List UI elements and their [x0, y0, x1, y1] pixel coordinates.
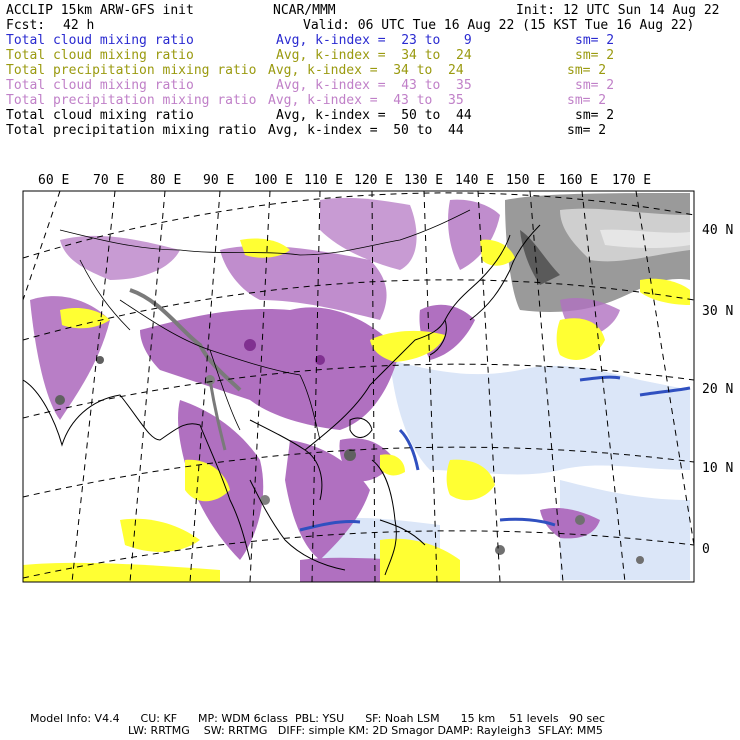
legend-field: Total cloud mixing ratio: [6, 33, 194, 48]
legend-sm: sm= 2: [567, 123, 607, 138]
valid-time: Valid: 06 UTC Tue 16 Aug 22 (15 KST Tue 16 Aug 22): [303, 18, 695, 33]
latitude-label: 0: [702, 542, 710, 557]
legend-avg: Avg, k-index = 43 to 35: [268, 93, 464, 108]
longitude-label: 150 E: [506, 173, 546, 188]
legend-avg: Avg, k-index = 50 to 44: [268, 123, 464, 138]
legend-sm: sm= 2: [575, 78, 615, 93]
legend-avg: Avg, k-index = 50 to 44: [276, 108, 472, 123]
longitude-label: 110 E: [304, 173, 344, 188]
longitude-label: 70 E: [93, 173, 125, 188]
longitude-label: 130 E: [404, 173, 444, 188]
legend-avg: Avg, k-index = 34 to 24: [268, 63, 464, 78]
longitude-label: 170 E: [612, 173, 652, 188]
model-info-line2: LW: RRTMG SW: RRTMG DIFF: simple KM: 2D Smagor DAMP: Rayleigh3 SFLAY: MM5: [128, 724, 603, 737]
map-field-layer: [23, 191, 694, 582]
legend-sm: sm= 2: [567, 93, 607, 108]
longitude-label: 140 E: [455, 173, 495, 188]
longitude-label: 80 E: [150, 173, 182, 188]
legend-sm: sm= 2: [575, 48, 615, 63]
latitude-labels: [702, 223, 733, 557]
model-info-line1: Model Info: V4.4 CU: KF MP: WDM 6class PBL: YSU SF: Noah LSM 15 km 51 levels 90 sec: [30, 712, 606, 725]
latitude-label: 10 N: [702, 461, 734, 476]
fcst-label: Fcst:: [6, 18, 46, 33]
legend-field: Total precipitation mixing ratio: [6, 123, 257, 138]
legend-avg: Avg, k-index = 23 to 9: [276, 33, 472, 48]
legend-sm: sm= 2: [567, 63, 607, 78]
center-label: NCAR/MMM: [273, 3, 336, 18]
legend-field: Total cloud mixing ratio: [6, 108, 194, 123]
longitude-label: 100 E: [254, 173, 294, 188]
init-time: Init: 12 UTC Sun 14 Aug 22: [516, 3, 720, 18]
legend-field: Total precipitation mixing ratio: [6, 63, 257, 78]
longitude-label: 90 E: [203, 173, 235, 188]
latitude-label: 20 N: [702, 382, 734, 397]
longitude-labels: [38, 173, 651, 188]
fcst-value: 42 h: [63, 18, 95, 33]
legend-avg: Avg, k-index = 43 to 35: [276, 78, 472, 93]
legend-field: Total precipitation mixing ratio: [6, 93, 257, 108]
latitude-label: 30 N: [702, 304, 734, 319]
legend-sm: sm= 2: [575, 33, 615, 48]
longitude-label: 160 E: [559, 173, 599, 188]
legend-field: Total cloud mixing ratio: [6, 48, 194, 63]
latitude-label: 40 N: [702, 223, 734, 238]
longitude-label: 60 E: [38, 173, 70, 188]
longitude-label: 120 E: [354, 173, 394, 188]
legend-field: Total cloud mixing ratio: [6, 78, 194, 93]
legend-sm: sm= 2: [575, 108, 615, 123]
legend-avg: Avg, k-index = 34 to 24: [276, 48, 472, 63]
plot-title: ACCLIP 15km ARW-GFS init: [6, 3, 194, 18]
